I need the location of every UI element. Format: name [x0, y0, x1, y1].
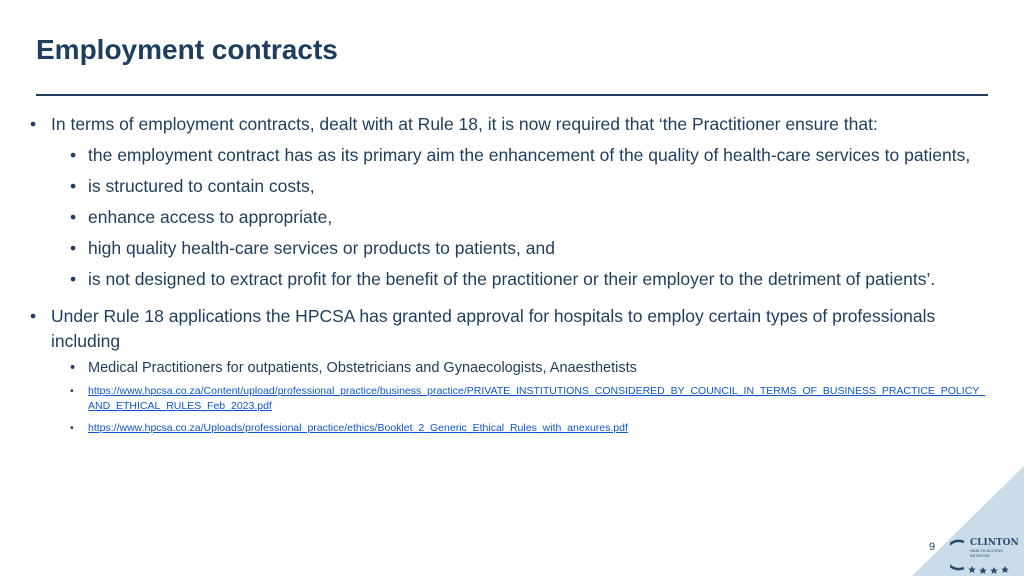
- hpcsa-private-institutions-link[interactable]: https://www.hpcsa.co.za/Content/upload/professional_practice/business_practice/PRIVATE_INSTITUTIONS_CONSIDERED_BY_COUNCIL_IN_TERMS_OF_BUSINESS_PRACTICE_POLICY_AND_ETHICAL_RULES_Feb_2023.pdf: [88, 385, 986, 412]
- hpcsa-ethical-rules-booklet-link[interactable]: https://www.hpcsa.co.za/Uploads/professional_practice/ethics/Booklet_2_Generic_Ethical_Rules_with_anexures.pdf: [88, 422, 628, 434]
- sub-bullet-text: high quality health-care services or products to patients, and: [88, 238, 555, 258]
- bullet-icon: •: [30, 306, 37, 326]
- logo-wordmark: CLINTON: [970, 538, 1019, 548]
- sub-bullet-text: is not designed to extract profit for the benefit of the practitioner or their employer to the detriment of patients’.: [88, 269, 936, 289]
- slide-title: Employment contracts: [36, 34, 338, 65]
- bullet-icon: •: [70, 360, 76, 376]
- bullet-icon: •: [70, 238, 77, 258]
- bullet-icon: •: [70, 385, 74, 397]
- bullet-icon: •: [70, 207, 77, 227]
- bullet-text: In terms of employment contracts, dealt with at Rule 18, it is now required that ‘the Practitioner ensure that:: [51, 114, 878, 134]
- sub-bullet-text: is structured to contain costs,: [88, 176, 315, 196]
- slide-content: [30, 112, 990, 436]
- sub-bullet-not-extract-profit: [68, 267, 990, 292]
- title-divider: [36, 94, 988, 96]
- sub-bullet-text: the employment contract has as its primary aim the enhancement of the quality of health-care services to patients,: [88, 145, 971, 165]
- bullet-hpcsa-approval: [30, 304, 990, 354]
- bullet-icon: •: [30, 114, 37, 134]
- bullet-rule18-intro: [30, 112, 990, 137]
- sub-bullet-primary-aim: [68, 143, 990, 168]
- sub-bullet-text: enhance access to appropriate,: [88, 207, 333, 227]
- page-number: 9: [929, 541, 936, 553]
- sub-bullet-high-quality: [68, 236, 990, 261]
- bullet-icon: •: [70, 145, 77, 165]
- sub-bullet-link-2: [68, 421, 990, 436]
- sub-bullet-link-1: [68, 384, 990, 414]
- sub-bullet-professions: [68, 358, 990, 378]
- bullet-icon: •: [70, 422, 74, 434]
- bullet-icon: •: [70, 176, 77, 196]
- sub-bullet-text: Medical Practitioners for outpatients, Obstetricians and Gynaecologists, Anaesthetists: [88, 360, 637, 376]
- logo-subtitle: HEALTH ACCESS INITIATIVE: [970, 548, 1003, 558]
- bullet-icon: •: [70, 269, 77, 289]
- bullet-text: Under Rule 18 applications the HPCSA has granted approval for hospitals to employ certain types of professionals including: [51, 306, 936, 351]
- sub-bullet-contain-costs: [68, 174, 990, 199]
- sub-bullet-enhance-access: [68, 205, 990, 230]
